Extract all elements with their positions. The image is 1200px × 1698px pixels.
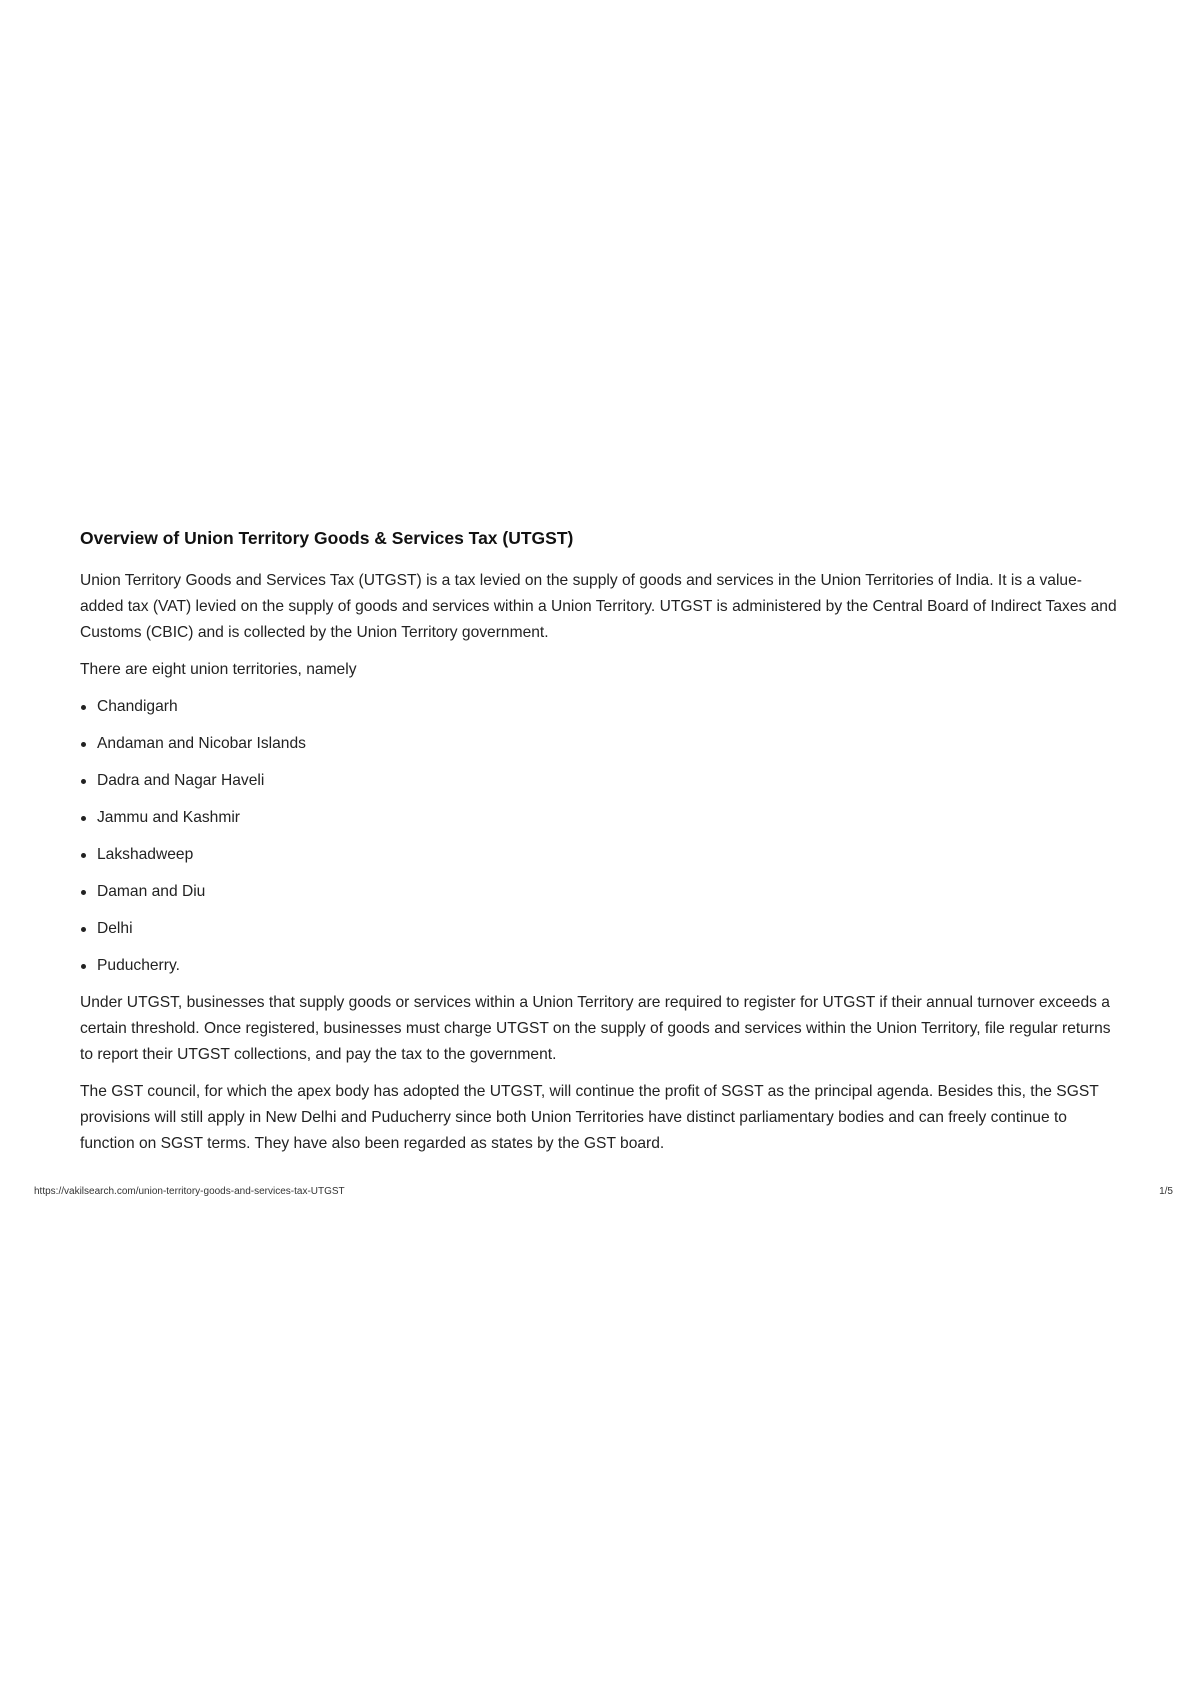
article-heading: Overview of Union Territory Goods & Services Tax (UTGST) [80, 528, 574, 548]
bullet-icon [81, 927, 86, 932]
bullet-icon [81, 779, 86, 784]
list-item-label: Delhi [97, 920, 133, 937]
intro-paragraph: Union Territory Goods and Services Tax (UTGST) is a tax levied on the supply of goods and services in the Union Territories of India. It is a value-added tax (VAT) levied on the supply of goods and services within a Union Territory. UTGST is administered by the Central Board of Indirect Taxes and Customs (CBIC) and is collected by the Union Territory government. [80, 572, 1117, 641]
list-item [80, 768, 1125, 794]
list-item [80, 731, 1125, 757]
list-item-label: Lakshadweep [97, 846, 194, 863]
footer-url[interactable]: https://vakilsearch.com/union-territory-goods-and-services-tax-UTGST [34, 1186, 345, 1197]
list-item [80, 842, 1125, 868]
list-item [80, 879, 1125, 905]
list-item-label: Chandigarh [97, 698, 178, 715]
territory-list [80, 694, 1125, 979]
page-footer [34, 1185, 1173, 1199]
list-intro: There are eight union territories, namely [80, 661, 357, 678]
bullet-icon [81, 742, 86, 747]
article-content [80, 526, 1125, 1168]
list-item [80, 916, 1125, 942]
page-number: 1/5 [1159, 1186, 1173, 1197]
bullet-icon [81, 853, 86, 858]
list-item [80, 694, 1125, 720]
list-item-label: Andaman and Nicobar Islands [97, 735, 306, 752]
list-item [80, 805, 1125, 831]
bullet-icon [81, 816, 86, 821]
bullet-icon [81, 705, 86, 710]
registration-paragraph: Under UTGST, businesses that supply goods or services within a Union Territory are required to register for UTGST if their annual turnover exceeds a certain threshold. Once registered, businesses must charge UTGST on the supply of goods and services within the Union Territory, file regular returns to report their UTGST collections, and pay the tax to the government. [80, 994, 1111, 1063]
list-item-label: Jammu and Kashmir [97, 809, 240, 826]
bullet-icon [81, 890, 86, 895]
list-item-label: Puducherry. [97, 957, 180, 974]
list-item-label: Daman and Diu [97, 883, 206, 900]
list-item-label: Dadra and Nagar Haveli [97, 772, 265, 789]
list-item [80, 953, 1125, 979]
bullet-icon [81, 964, 86, 969]
council-paragraph: The GST council, for which the apex body has adopted the UTGST, will continue the profit of SGST as the principal agenda. Besides this, the SGST provisions will still apply in New Delhi and Puducherry since both Union Territories have distinct parliamentary bodies and can freely continue to function on SGST terms. They have also been regarded as states by the GST board. [80, 1083, 1099, 1152]
